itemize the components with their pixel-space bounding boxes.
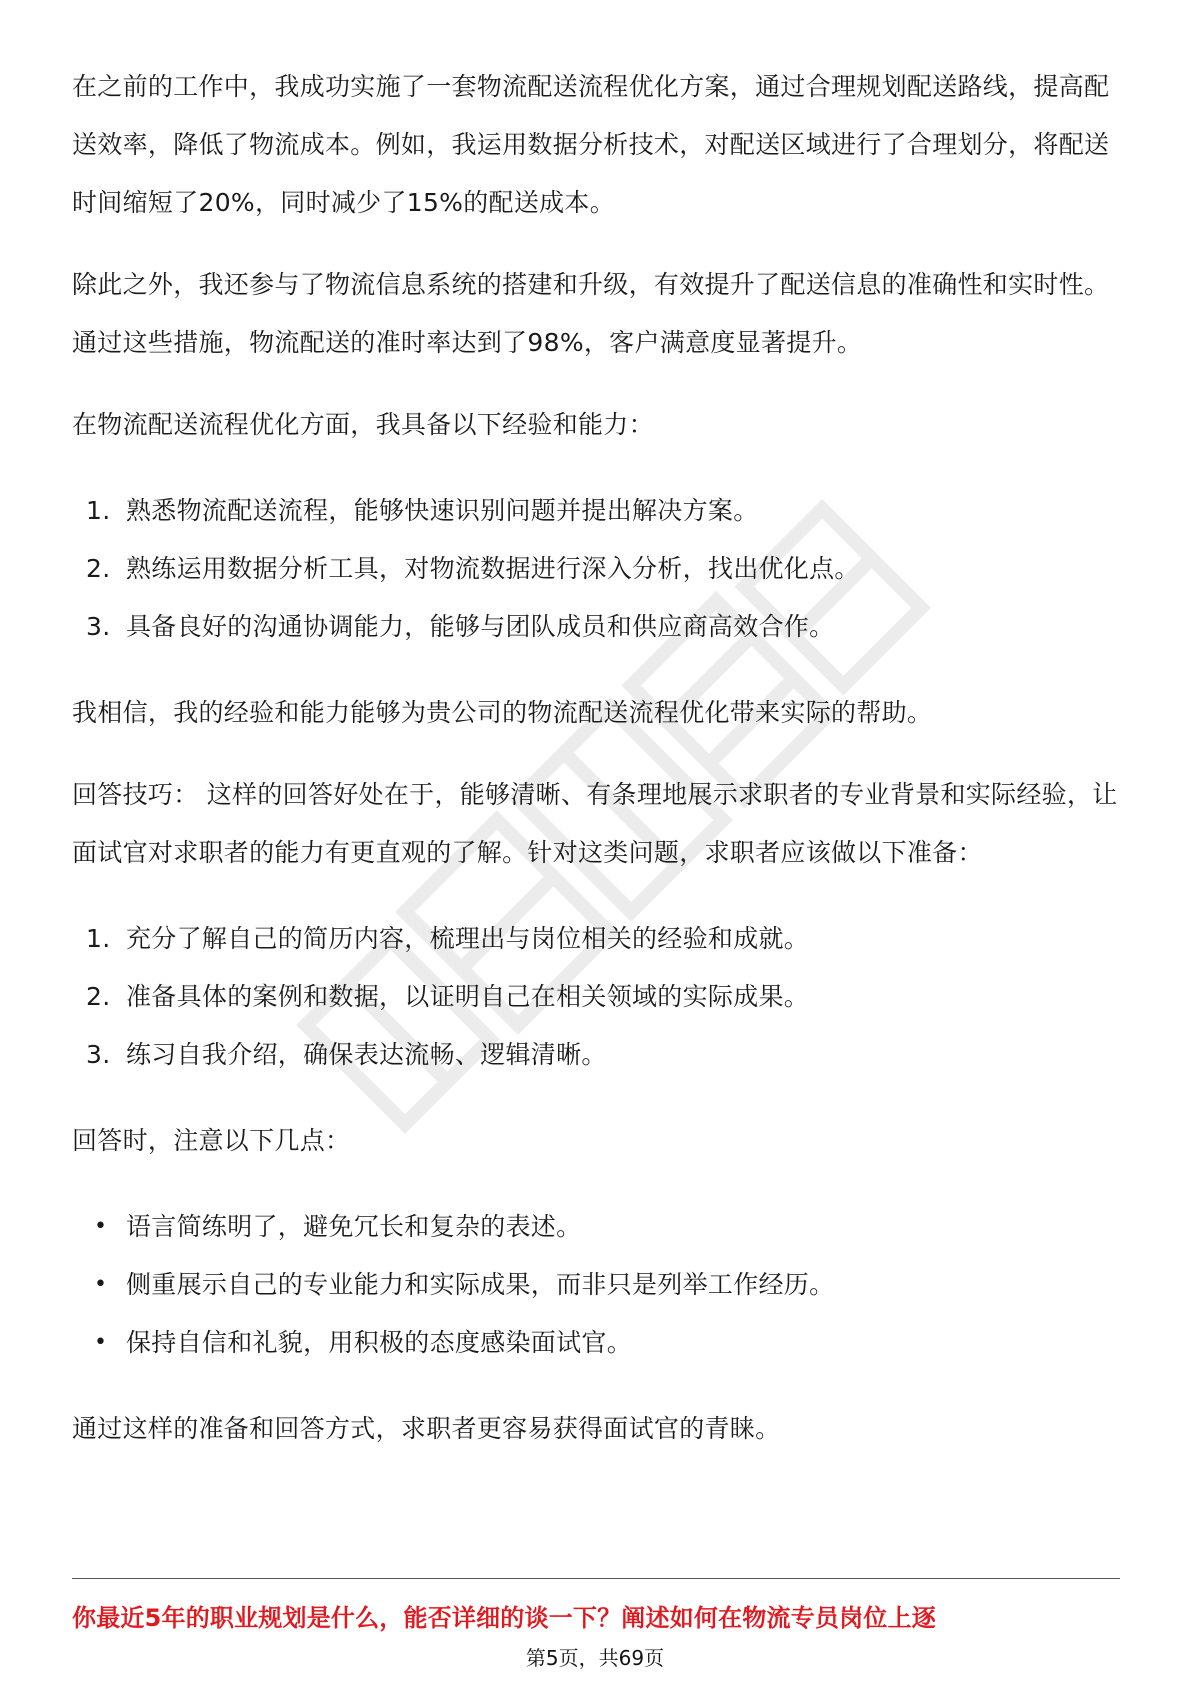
list-number: 3.: [86, 1040, 111, 1069]
list-number: 3.: [86, 612, 111, 641]
list-item-text: 熟悉物流配送流程，能够快速识别问题并提出解决方案。: [126, 496, 759, 525]
bullet-item: [72, 1314, 1122, 1372]
list-item: [72, 1026, 1122, 1084]
main-content: [72, 58, 1122, 1458]
paragraph-summary: 通过这样的准备和回答方式，求职者更容易获得面试官的青睐。: [72, 1414, 781, 1443]
preparation-list: [72, 910, 1122, 1084]
bullet-item-text: 语言简练明了，避免冗长和复杂的表述。: [126, 1212, 582, 1241]
list-item-text: 充分了解自己的简历内容，梳理出与岗位相关的经验和成就。: [126, 924, 810, 953]
bullet-item-text: 保持自信和礼貌，用积极的态度感染面试官。: [126, 1328, 633, 1357]
next-question-heading: 你最近5年的职业规划是什么，能否详细的谈一下？阐述如何在物流专员岗位上逐: [72, 1604, 936, 1632]
paragraph-answer-tips: 回答技巧： 这样的回答好处在于，能够清晰、有条理地展示求职者的专业背景和实际经验，让面试官对求职者的能力有更直观的了解。针对这类问题，求职者应该做以下准备：: [72, 780, 1118, 867]
list-item: [72, 910, 1122, 968]
list-item-text: 熟练运用数据分析工具，对物流数据进行深入分析，找出优化点。: [126, 554, 860, 583]
notes-bullet-list: [72, 1198, 1122, 1372]
abilities-list: [72, 482, 1122, 656]
list-item-text: 具备良好的沟通协调能力，能够与团队成员和供应商高效合作。: [126, 612, 835, 641]
footer-divider: [72, 1578, 1120, 1579]
paragraph-abilities-intro: 在物流配送流程优化方面，我具备以下经验和能力：: [72, 410, 654, 439]
list-number: 2.: [86, 982, 111, 1011]
list-number: 1.: [86, 496, 111, 525]
list-item: [72, 540, 1122, 598]
list-item-text: 练习自我介绍，确保表达流畅、逻辑清晰。: [126, 1040, 607, 1069]
list-item-text: 准备具体的案例和数据，以证明自己在相关领域的实际成果。: [126, 982, 810, 1011]
list-item: [72, 482, 1122, 540]
bullet-icon: •: [94, 1272, 108, 1297]
bullet-item-text: 侧重展示自己的专业能力和实际成果，而非只是列举工作经历。: [126, 1270, 835, 1299]
page-number: 第5页，共69页: [525, 1646, 665, 1670]
list-number: 1.: [86, 924, 111, 953]
paragraph-experience: 在之前的工作中，我成功实施了一套物流配送流程优化方案，通过合理规划配送路线，提高配送效率，降低了物流成本。例如，我运用数据分析技术，对配送区域进行了合理划分，将配送时间缩短了20%，同时减少了15%的配送成本。: [72, 72, 1110, 217]
bullet-item: [72, 1256, 1122, 1314]
paragraph-conclusion: 我相信，我的经验和能力能够为贵公司的物流配送流程优化带来实际的帮助。: [72, 698, 933, 727]
list-item: [72, 598, 1122, 656]
list-number: 2.: [86, 554, 111, 583]
bullet-icon: •: [94, 1330, 108, 1355]
bullet-item: [72, 1198, 1122, 1256]
paragraph-system-upgrade: 除此之外，我还参与了物流信息系统的搭建和升级，有效提升了配送信息的准确性和实时性。通过这些措施，物流配送的准时率达到了98%，客户满意度显著提升。: [72, 270, 1110, 357]
paragraph-notes-intro: 回答时，注意以下几点：: [72, 1126, 351, 1155]
list-item: [72, 968, 1122, 1026]
bullet-icon: •: [94, 1214, 108, 1239]
